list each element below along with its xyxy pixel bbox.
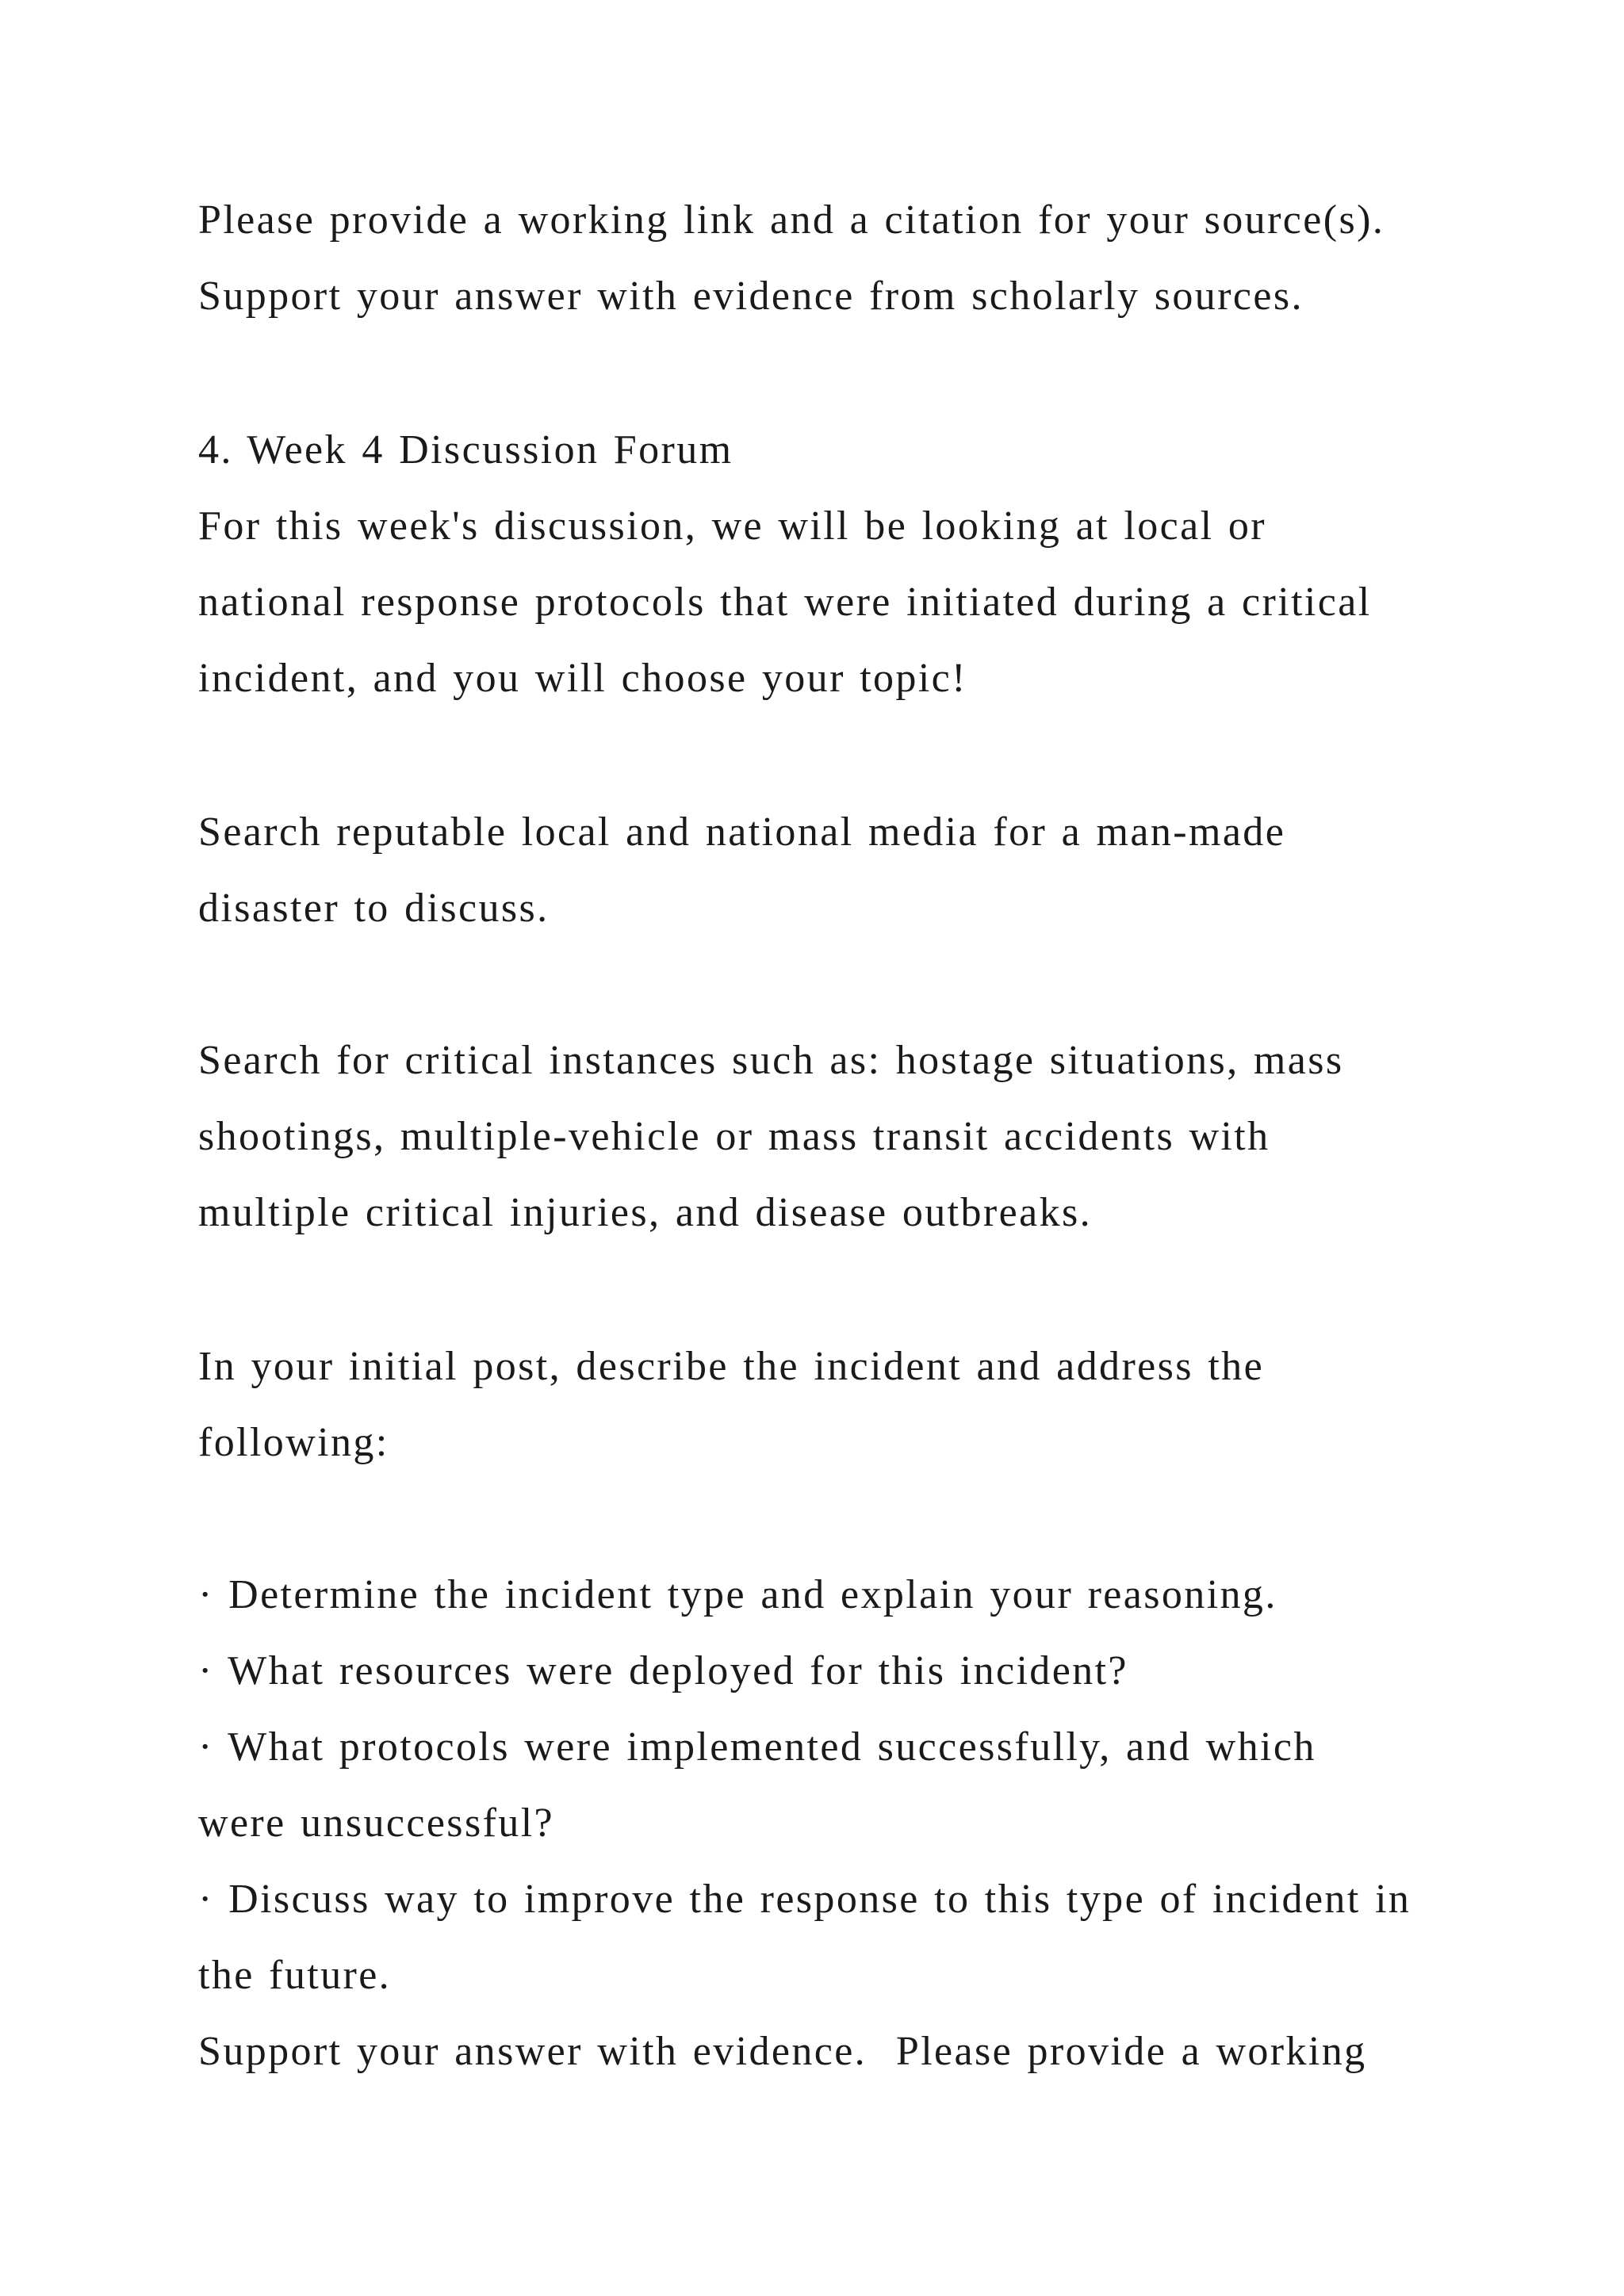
- text-line: shootings, multiple-vehicle or mass transit accidents with: [198, 1114, 1270, 1159]
- text-line: Support your answer with evidence from scholarly sources.: [198, 274, 1304, 319]
- text-line: incident, and you will choose your topic!: [198, 656, 967, 701]
- text-line: national response protocols that were initiated during a critical: [198, 580, 1372, 625]
- text-line: disaster to discuss.: [198, 886, 550, 931]
- bullet-item: · What protocols were implemented successfully, and which: [198, 1724, 1316, 1770]
- text-line: multiple critical injuries, and disease outbreaks.: [198, 1190, 1093, 1235]
- text-line: For this week's discussion, we will be looking at local or: [198, 503, 1266, 549]
- section-heading: 4. Week 4 Discussion Forum: [198, 427, 733, 473]
- bullet-item-continuation: the future.: [198, 1953, 392, 1998]
- bullet-item-continuation: were unsuccessful?: [198, 1800, 555, 1846]
- text-line: Please provide a working link and a citation for your source(s).: [198, 197, 1385, 243]
- text-line: Search for critical instances such as: hostage situations, mass: [198, 1038, 1344, 1083]
- text-line: following:: [198, 1420, 389, 1465]
- text-line: In your initial post, describe the incident and address the: [198, 1344, 1265, 1389]
- bullet-item: · What resources were deployed for this incident?: [198, 1648, 1128, 1693]
- bullet-item: · Discuss way to improve the response to this type of incident in: [198, 1877, 1411, 1922]
- text-line: Support your answer with evidence. Please provide a working: [198, 2029, 1367, 2074]
- text-line: Search reputable local and national media for a man-made: [198, 809, 1286, 855]
- bullet-item: · Determine the incident type and explain your reasoning.: [198, 1572, 1277, 1617]
